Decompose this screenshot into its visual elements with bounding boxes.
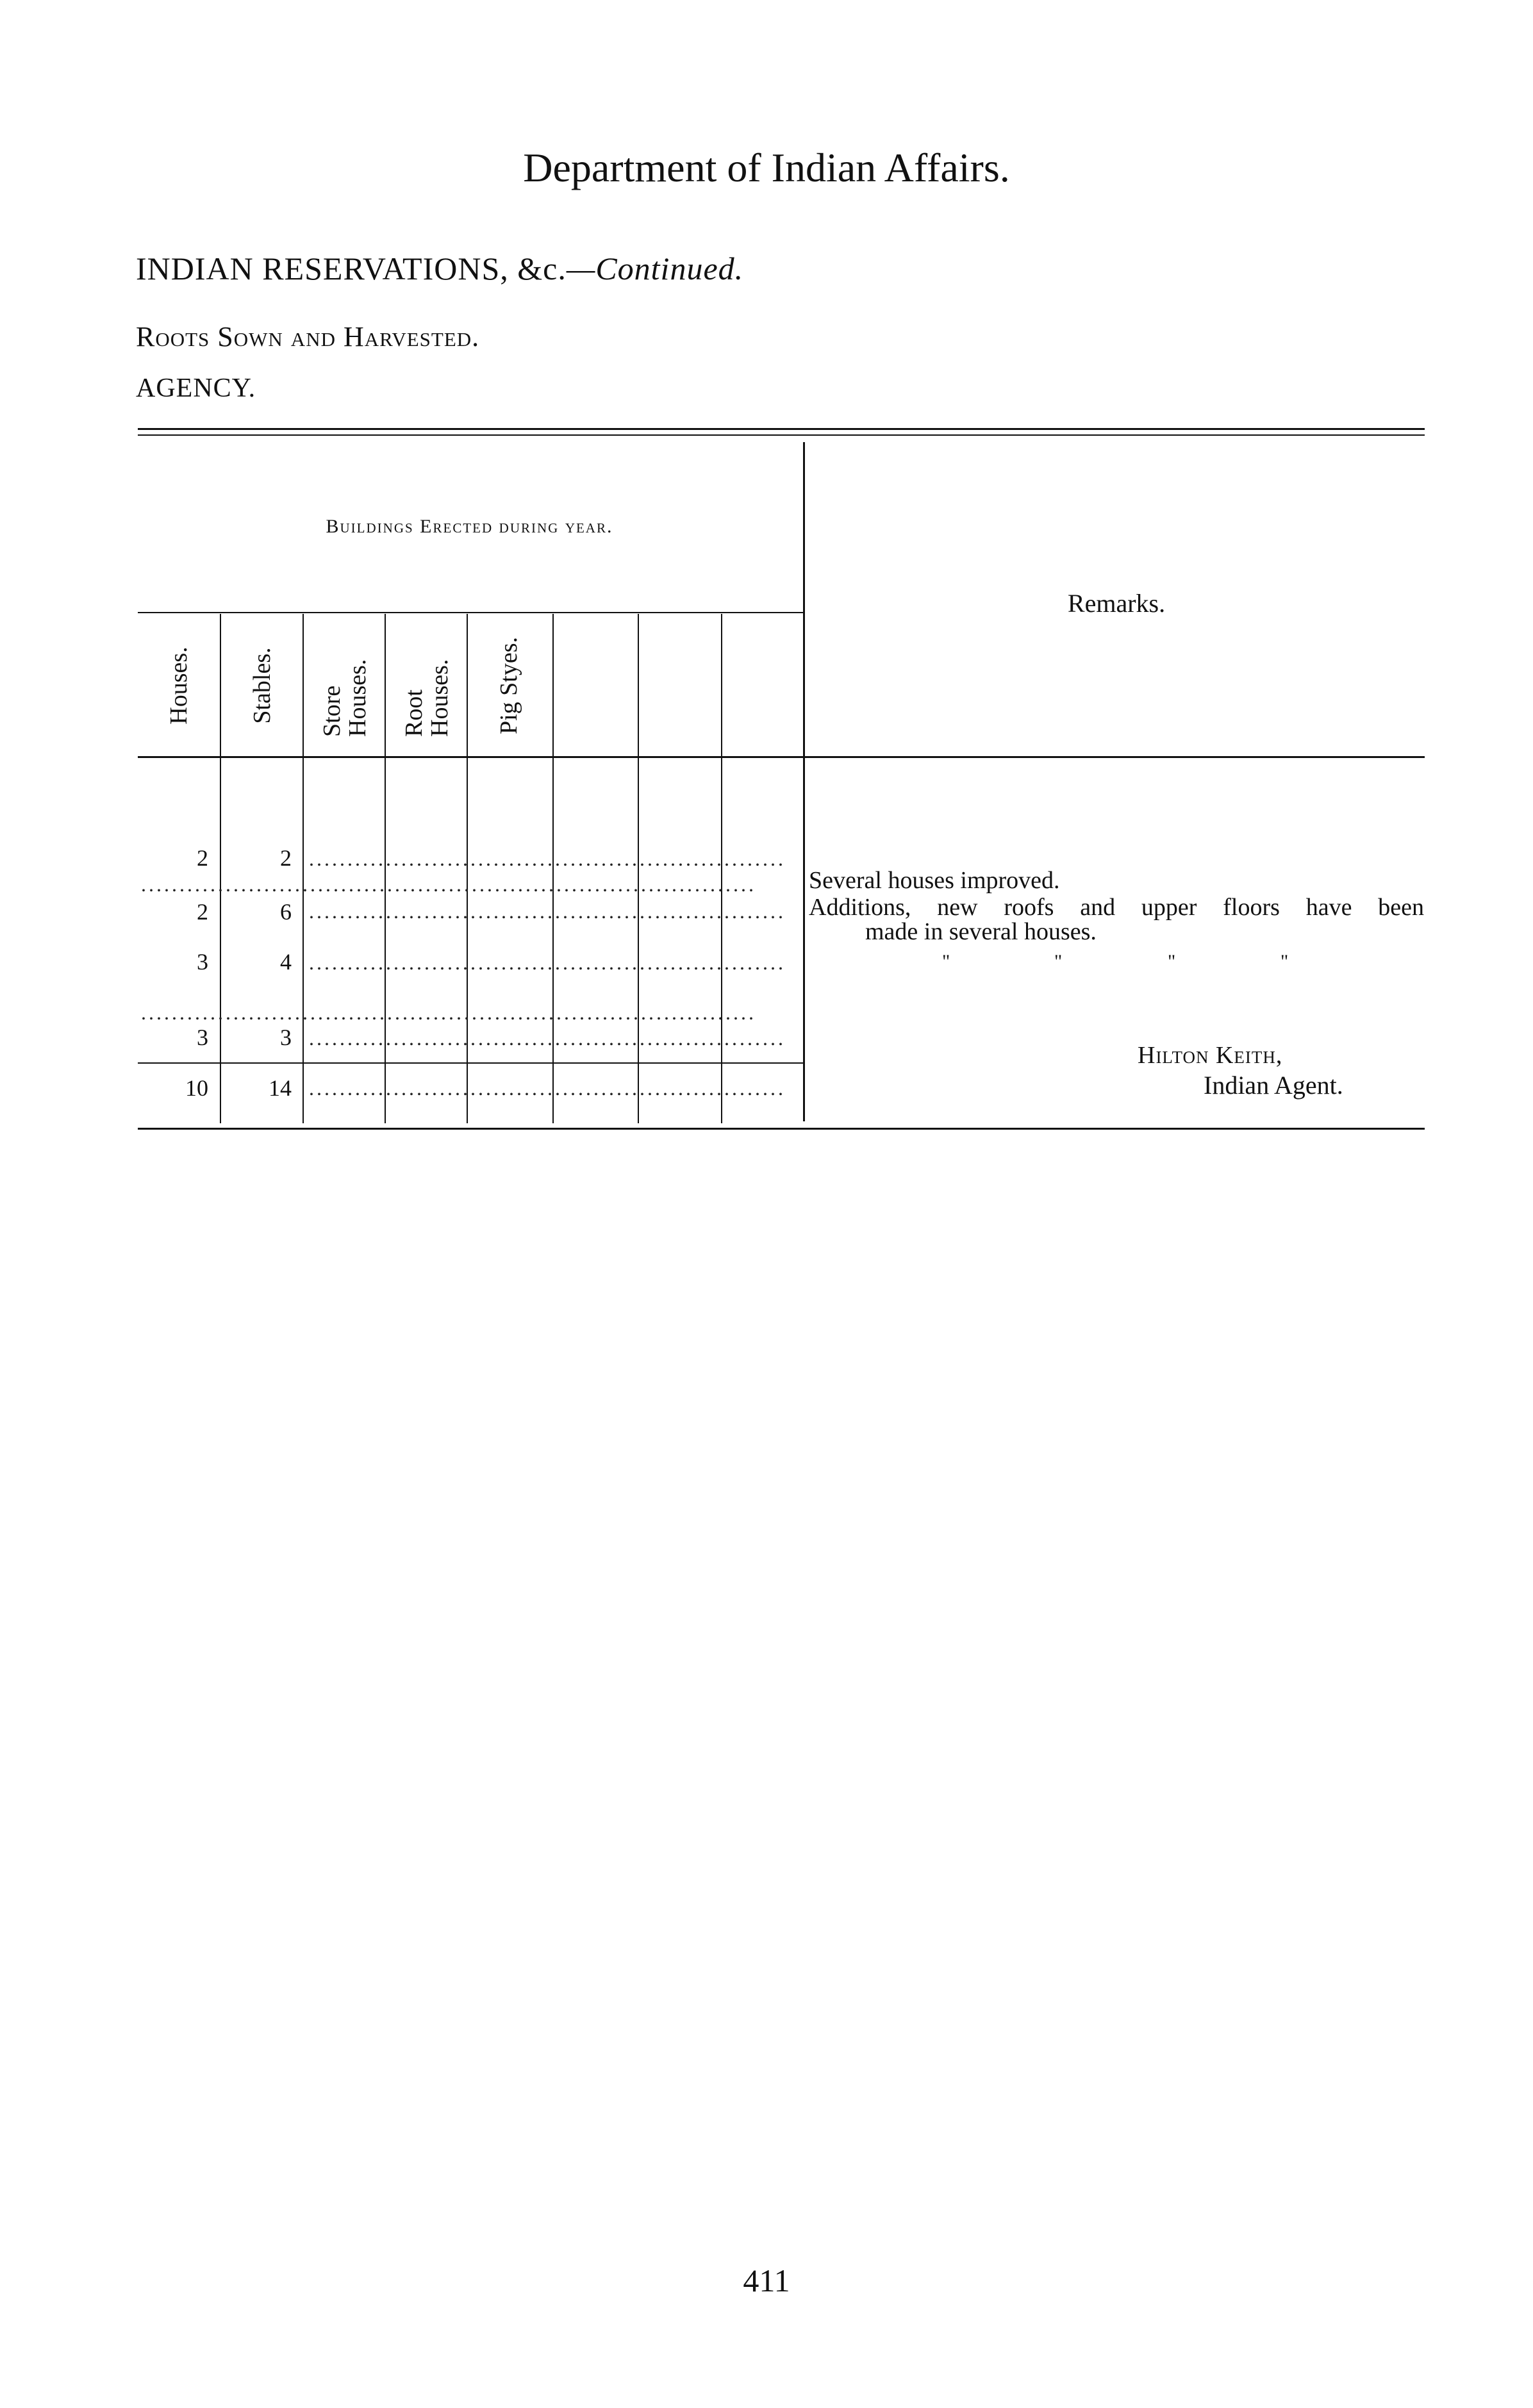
- row3-stables: 6: [280, 899, 292, 925]
- dots-total: ..............................................................: [309, 1076, 786, 1100]
- col-header-root-houses-label: Root Houses.: [401, 659, 453, 737]
- row3-houses: 2: [197, 899, 208, 925]
- col-header-stables-label: Stables.: [249, 647, 276, 724]
- total-stables: 14: [269, 1075, 292, 1101]
- dots-row6: ..............................................................: [309, 1027, 786, 1050]
- sub-title: Roots Sown and Harvested.: [136, 321, 480, 352]
- section-title-main: INDIAN RESERVATIONS, &c.: [136, 251, 567, 286]
- dots-row5: ................................................................................: [141, 1001, 756, 1024]
- subtotal-rule: [138, 1062, 803, 1064]
- remark-row2: Several houses improved.: [809, 867, 1060, 894]
- dots-row3: ..............................................................: [309, 900, 786, 923]
- row6-stables: 3: [280, 1025, 292, 1050]
- col-header-houses: [138, 618, 220, 753]
- department-title: Department of Indian Affairs.: [523, 145, 1010, 190]
- signature-title: Indian Agent.: [1204, 1071, 1343, 1100]
- remarks-divider: [803, 442, 805, 1121]
- row1-houses: 2: [197, 845, 208, 871]
- buildings-erected-header: Buildings Erected during year.: [326, 516, 613, 537]
- dots-row2: ................................................................................: [141, 873, 756, 896]
- remark-row3-continued: made in several houses.: [865, 918, 1097, 945]
- remark-row3: Additions, new roofs and upper floors have been: [809, 894, 1424, 921]
- section-title-continued: —Continued.: [566, 251, 744, 286]
- row4-stables: 4: [280, 949, 292, 975]
- col-header-root-houses: [386, 618, 468, 753]
- row6-houses: 3: [197, 1025, 208, 1050]
- col-header-store-houses-label: Store Houses.: [319, 659, 371, 737]
- col-header-stables: [221, 618, 303, 753]
- page-number: 411: [743, 2263, 790, 2298]
- ditto-mark-3: ": [1168, 951, 1176, 972]
- column-header-rule: [138, 756, 1425, 758]
- dots-row1: ..............................................................: [309, 847, 786, 870]
- agency-label: AGENCY.: [136, 374, 256, 403]
- buildings-header-rule: [138, 612, 803, 613]
- table-bottom-rule: [138, 1128, 1425, 1130]
- ditto-mark-2: ": [1054, 951, 1063, 972]
- ditto-mark-4: ": [1280, 951, 1289, 972]
- signature-name: Hilton Keith,: [1138, 1042, 1283, 1069]
- dots-row4: ..............................................................: [309, 951, 786, 974]
- col-header-store-houses: [304, 618, 386, 753]
- section-title: [136, 250, 743, 287]
- remarks-header: Remarks.: [1067, 589, 1166, 618]
- total-houses: 10: [185, 1075, 208, 1101]
- table-top-rule-2: [138, 434, 1425, 436]
- ditto-mark-1: ": [942, 951, 950, 972]
- col-header-pig-styes-label: Pig Styes.: [495, 636, 522, 735]
- row4-houses: 3: [197, 949, 208, 975]
- table-top-rule: [138, 428, 1425, 430]
- col-header-pig-styes: [468, 618, 550, 753]
- col-header-houses-label: Houses.: [165, 647, 192, 725]
- row1-stables: 2: [280, 845, 292, 871]
